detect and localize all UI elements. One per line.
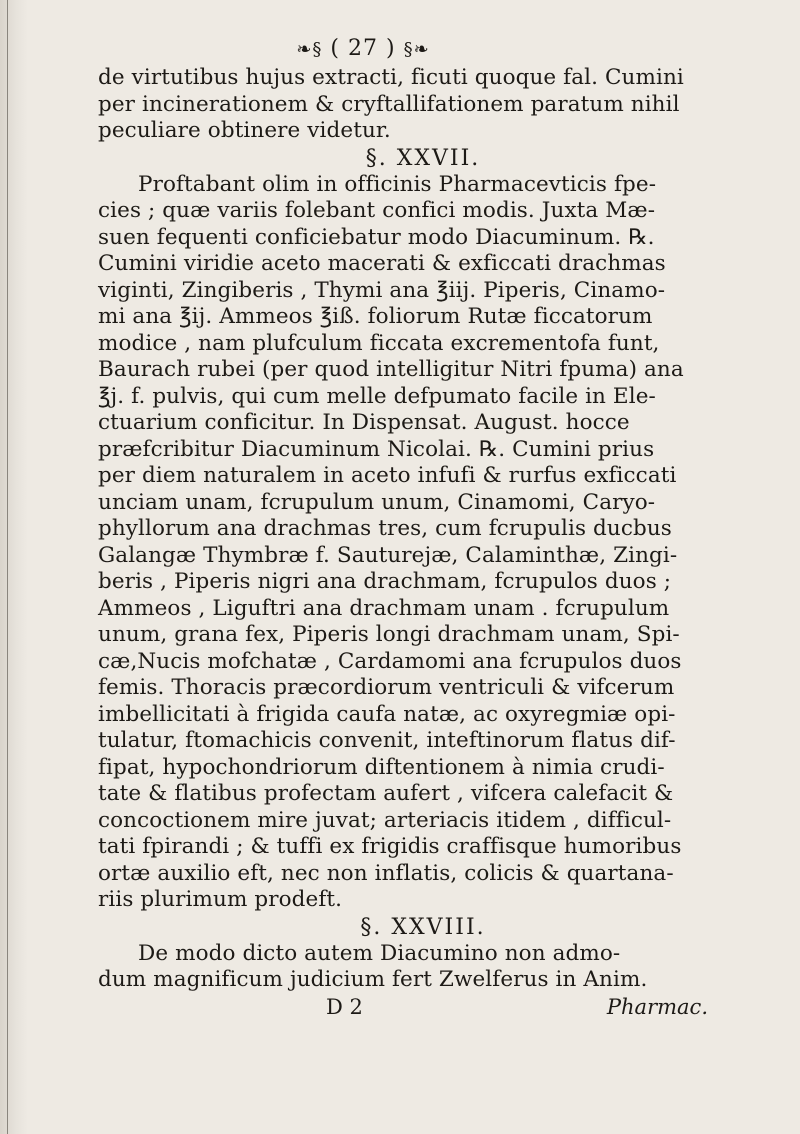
text-line: ctuarium conficitur. In Dispensat. August. hocce [98,410,630,435]
left-ornament: ❧§ [296,39,323,60]
text-line: de virtutibus hujus extracti, ficuti quoque fal. Cumini [98,65,684,90]
text-line: modice , nam plufculum ficcata excrementofa funt, [98,330,660,356]
text-line: unciam unam, fcrupulum unum, Cinamomi, Caryo- [98,489,656,515]
text-line: Galangæ Thymbræ f. Sauturejæ, Calaminthæ, Zingi- [98,542,678,568]
text-line: per incinerationem & cryftallifationem paratum nihil [98,91,680,117]
text-line: per diem naturalem in aceto infufi & rurfus exficcati [98,463,677,488]
paragraph-start: Proftabant olim in officinis Pharmacevticis fpe- [138,171,657,197]
text-line: beris , Piperis nigri ana drachmam, fcrupulos duos ; [98,569,672,594]
page-footer [98,994,748,1020]
text-line: Cumini viridie aceto macerati & exficcati drachmas [98,251,666,276]
text-line: phyllorum ana drachmas tres, cum fcrupulis ducbus [98,516,672,541]
text-line: cæ,Nucis mofchatæ , Cardamomi ana fcrupulos duos [98,648,682,674]
text-line: tati fpirandi ; & tuffi ex frigidis craffisque humoribus [98,834,682,859]
text-line: ℥j. f. pulvis, qui cum melle defpumato facile in Ele- [98,383,656,409]
running-head [0,36,748,61]
signature-mark: D 2 [326,994,363,1019]
text-line: mi ana ℥ij. Ammeos ℥iß. foliorum Rutæ ficcatorum [98,304,653,329]
text-line: tate & flatibus profectam aufert , vifcera calefacit & [98,781,674,806]
text-line: tulatur, ftomachicis convenit, inteftinorum flatus dif- [98,728,676,753]
text-line: imbellicitati à frigida caufa natæ, ac oxyregmiæ opi- [98,701,676,727]
text-line: suen fequenti conficiebatur modo Diacuminum. ℞. [98,224,655,250]
paragraph-start: De modo dicto autem Diacumino non admo- [138,940,621,966]
binding-line [7,0,8,1134]
text-line: femis. Thoracis præcordiorum ventriculi & vifcerum [98,675,675,700]
text-line: concoctionem mire juvat; arteriacis itidem , difficul- [98,807,672,833]
text-line: præfcribitur Diacuminum Nicolai. ℞. Cumini prius [98,436,655,462]
binding-edge [0,0,28,1134]
text-line: viginti, Zingiberis , Thymi ana ℥iij. Piperis, Cinamo- [98,277,666,303]
text-line: fipat, hypochondriorum diftentionem à nimia crudi- [98,754,665,780]
book-page [98,36,748,1020]
right-ornament: §❧ [403,39,430,60]
section-heading: §. XXVII. [365,145,481,171]
text-line: cies ; quæ variis folebant confici modis. Juxta Mæ- [98,198,656,223]
section-heading: §. XXVIII. [360,914,486,940]
text-line: riis plurimum prodeft. [98,887,343,912]
catchword: Pharmac. [606,994,708,1019]
text-line: Baurach rubei (per quod intelligitur Nitri fpuma) ana [98,357,684,382]
page-number: ( 27 ) [330,36,396,61]
text-line: dum magnificum judicium fert Zwelferus in Anim. [98,967,648,992]
text-line: unum, grana fex, Piperis longi drachmam unam, Spi- [98,622,680,647]
text-line: Ammeos , Liguftri ana drachmam unam . fcrupulum [98,595,670,621]
text-line: peculiare obtinere videtur. [98,118,391,143]
text-line: ortæ auxilio eft, nec non inflatis, colicis & quartana- [98,860,674,886]
